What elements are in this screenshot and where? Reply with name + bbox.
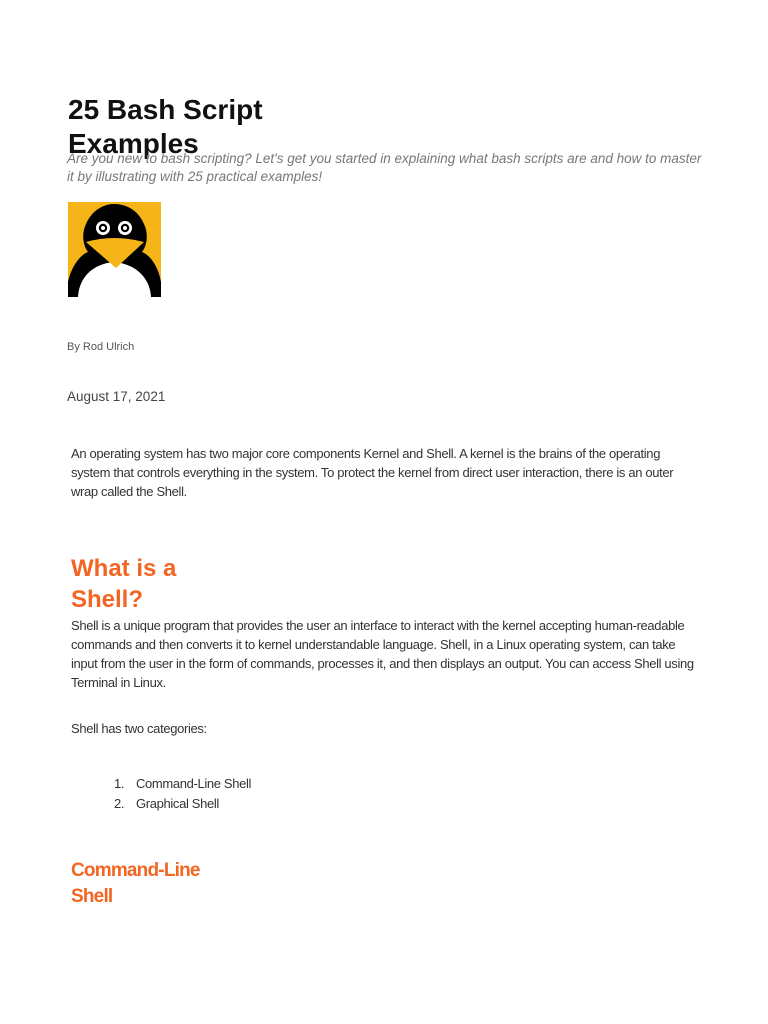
list-item-number: 1. (114, 776, 125, 791)
article-date: August 17, 2021 (67, 389, 166, 404)
list-item (71, 774, 251, 794)
list-item (71, 794, 251, 814)
shell-categories-list (71, 774, 251, 814)
tux-penguin-icon (68, 202, 161, 297)
list-item-number: 2. (114, 796, 125, 811)
section-heading-command-line-shell: Command-Line Shell (71, 860, 200, 907)
article-author: By Rod Ulrich (67, 341, 135, 353)
section-heading-what-is-shell: What is a Shell? (71, 555, 177, 613)
shell-categories-intro: Shell has two categories: (71, 721, 207, 736)
shell-description-paragraph: Shell is a unique program that provides the user an interface to interact with the kernel accepting human-readable commands and then converts it to kernel understandable language. Shell, in a Linux operating system, can take input from the user in the form of commands, processes it, and then displays an output. You can access Shell using Terminal in Linux. (71, 618, 694, 690)
article-title: 25 Bash Script Examples (68, 94, 263, 159)
list-item-label: Command-Line Shell (136, 776, 252, 791)
article-subtitle: Are you new to bash scripting? Let's get you started in explaining what bash scripts are and how to master it by illustrating with 25 practical examples! (67, 151, 702, 184)
intro-paragraph: An operating system has two major core components Kernel and Shell. A kernel is the brains of the operating system that controls everything in the system. To protect the kernel from direct user interaction, there is an outer wrap called the Shell. (71, 446, 674, 499)
list-item-label: Graphical Shell (136, 796, 219, 811)
